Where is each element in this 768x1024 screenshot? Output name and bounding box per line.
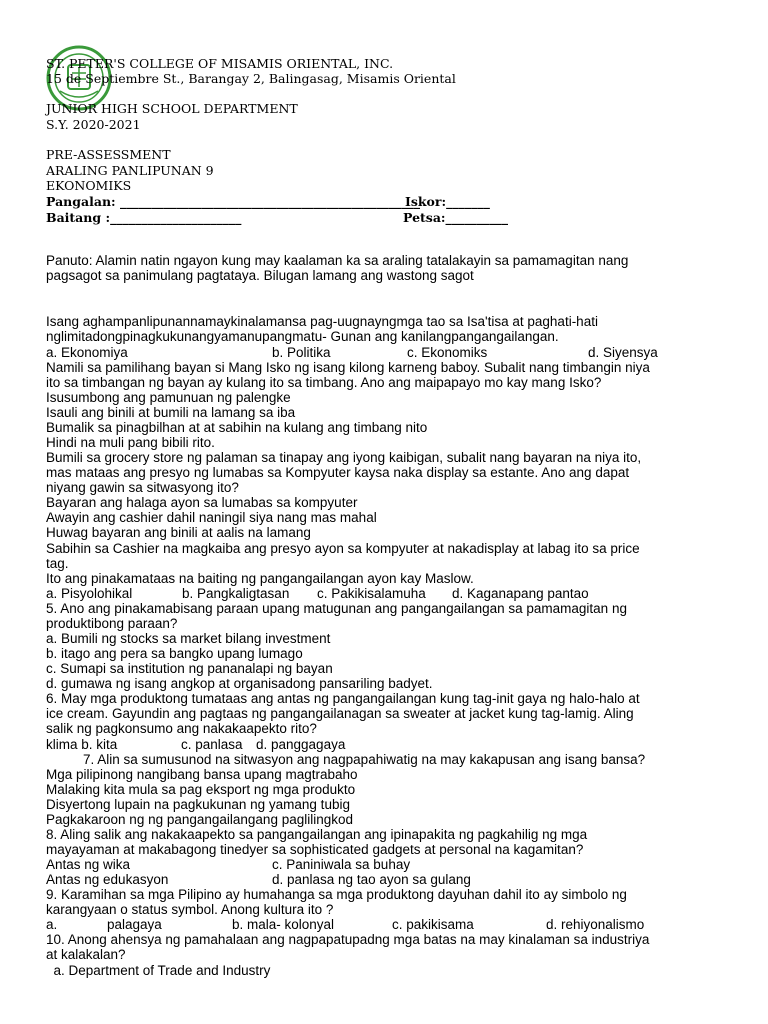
- grade-field[interactable]: Baitang :_____________________: [46, 210, 242, 225]
- q9-option-c[interactable]: c. pakikisama: [392, 917, 474, 932]
- department: JUNIOR HIGH SCHOOL DEPARTMENT: [46, 101, 298, 116]
- question-5-text: produktibong paraan?: [46, 616, 178, 631]
- q9-option-a[interactable]: palagaya: [107, 917, 162, 932]
- q5-option[interactable]: a. Bumili ng stocks sa market bilang investment: [46, 631, 331, 646]
- q3-option-continued: tag.: [46, 556, 69, 571]
- title-subject: ARALING PANLIPUNAN 9: [46, 163, 214, 178]
- q6-option-d[interactable]: d. panggagaya: [256, 737, 346, 752]
- question-9-text: 9. Karamihan sa mga Pilipino ay humahanga sa mga produktong dayuhan dahil ito ay simbolo ng: [46, 887, 627, 902]
- q4-option-a[interactable]: a. Pisyolohikal: [46, 586, 133, 601]
- question-2-text: Namili sa pamilihang bayan si Mang Isko ng isang kilong karneng baboy. Subalit nang timbangin niya: [46, 360, 650, 375]
- q1-option-a[interactable]: a. Ekonomiya: [46, 345, 128, 360]
- q9-option-b[interactable]: b. mala- kolonyal: [232, 917, 335, 932]
- question-7-text: 7. Alin sa sumusunod na sitwasyon ang nagpapahiwatig na may kakapusan ang isang bansa?: [83, 752, 646, 767]
- school-address: 15 de Septiembre St., Barangay 2, Balingasag, Misamis Oriental: [46, 71, 456, 86]
- title-pre-assessment: PRE-ASSESSMENT: [46, 147, 171, 162]
- q8-option-b[interactable]: Antas ng edukasyon: [46, 872, 169, 887]
- q2-option[interactable]: Hindi na muli pang bibili rito.: [46, 435, 215, 450]
- q3-option[interactable]: Huwag bayaran ang binili at aalis na lamang: [46, 525, 311, 540]
- q3-option[interactable]: Awayin ang cashier dahil naningil siya nang mas mahal: [46, 510, 377, 525]
- q5-option[interactable]: b. itago ang pera sa bangko upang lumago: [46, 646, 303, 661]
- question-6-text: 6. May mga produktong tumataas ang antas ng pangangailangan kung tag-init gaya ng halo-halo at: [46, 691, 640, 706]
- q2-option[interactable]: Isusumbong ang pamunuan ng palengke: [46, 390, 291, 405]
- instructions-line: Panuto: Alamin natin ngayon kung may kaalaman ka sa araling tatalakayin sa pamamagitan nang: [46, 253, 629, 268]
- q1-option-d[interactable]: d. Siyensya: [588, 345, 658, 360]
- question-8-text: mayayaman at makabagong tinedyer sa sophisticated gadgets at personal na kagamitan?: [46, 842, 584, 857]
- q9-option-d[interactable]: d. rehiyonalismo: [546, 917, 645, 932]
- q1-option-c[interactable]: c. Ekonomiks: [407, 345, 488, 360]
- question-3-text: niyang gawin sa sitwasyong ito?: [46, 480, 239, 495]
- q4-option-b[interactable]: b. Pangkaligtasan: [182, 586, 290, 601]
- score-field[interactable]: Iskor:_______: [405, 194, 490, 209]
- q7-option[interactable]: Malaking kita mula sa pag eksport ng mga produkto: [46, 782, 356, 797]
- q8-option-a[interactable]: Antas ng wika: [46, 857, 131, 872]
- q1-option-b[interactable]: b. Politika: [272, 345, 331, 360]
- q3-option[interactable]: Sabihin sa Cashier na magkaiba ang presyo ayon sa kompyuter at nakadisplay at labag ito sa price: [46, 541, 640, 556]
- question-9-text: karangyaan o status symbol. Anong kultura ito ?: [46, 902, 334, 917]
- question-1-text: nglimitadongpinagkukunangyamanupangmatu- Gunan ang kanilangpangangailangan.: [46, 329, 559, 344]
- instructions-line: pagsagot sa panimulang pagtataya. Bilugan lamang ang wastong sagot: [46, 268, 474, 283]
- question-10-text: at kalakalan?: [46, 947, 126, 962]
- question-2-text: ito sa timbangan ng bayan ay kulang ito sa timbang. Ano ang maipapayo mo kay mang Isko?: [46, 375, 602, 390]
- question-3-text: mas mataas ang presyo ng lumabas sa Kompyuter kaysa naka display sa estante. Ano ang dapat: [46, 465, 630, 480]
- question-4-text: Ito ang pinakamataas na baiting ng pangangailangan ayon kay Maslow.: [46, 571, 474, 586]
- q6-option-c[interactable]: c. panlasa: [181, 737, 243, 752]
- q2-option[interactable]: Bumalik sa pinagbilhan at at sabihin na kulang ang timbang nito: [46, 420, 428, 435]
- q7-option[interactable]: Disyertong lupain na pagkukunan ng yamang tubig: [46, 797, 350, 812]
- question-6-text: ice cream. Gayundin ang pagtaas ng pangangailanagan sa sweater at jacket kung tag-lamig. Aling: [46, 706, 634, 721]
- question-6-text: salik ng pagkonsumo ang nakakaapekto rito?: [46, 721, 317, 736]
- question-1-text: Isang aghampanlipunannamaykinalamansa pag-uugnayngmga tao sa Isa'tisa at paghati-hati: [46, 314, 598, 329]
- q3-option[interactable]: Bayaran ang halaga ayon sa lumabas sa kompyuter: [46, 495, 358, 510]
- q7-option[interactable]: Mga pilipinong nangibang bansa upang magtrabaho: [46, 767, 358, 782]
- q9-option-a-letter: a.: [46, 917, 58, 932]
- q8-option-d[interactable]: d. panlasa ng tao ayon sa gulang: [272, 872, 471, 887]
- school-name: ST. PETER'S COLLEGE OF MISAMIS ORIENTAL, INC.: [46, 56, 394, 71]
- q4-option-d[interactable]: d. Kaganapang pantao: [452, 586, 589, 601]
- q8-option-c[interactable]: c. Paniniwala sa buhay: [272, 857, 411, 872]
- question-3-text: Bumili sa grocery store ng palaman sa tinapay ang iyong kaibigan, subalit nang bayaran na niya ito,: [46, 450, 642, 465]
- q5-option[interactable]: c. Sumapi sa institution ng pananalapi ng bayan: [46, 661, 333, 676]
- date-field[interactable]: Petsa:__________: [403, 210, 509, 225]
- q4-option-c[interactable]: c. Pakikisalamuha: [317, 586, 426, 601]
- question-5-text: 5. Ano ang pinakamabisang paraan upang matugunan ang pangangailangan sa pamamagitan ng: [46, 601, 627, 616]
- q5-option[interactable]: d. gumawa ng isang angkop at organisadong pansariling badyet.: [46, 676, 433, 691]
- q10-option-a[interactable]: a. Department of Trade and Industry: [46, 963, 271, 978]
- q7-option[interactable]: Pagkakaroon ng ng pangangailangang paglilingkod: [46, 812, 354, 827]
- school-year: S.Y. 2020-2021: [46, 117, 141, 132]
- q6-option-ab[interactable]: klima b. kita: [46, 737, 118, 752]
- question-10-text: 10. Anong ahensya ng pamahalaan ang nagpapatupadng mga batas na may kinalaman sa industriya: [46, 932, 650, 947]
- question-8-text: 8. Aling salik ang nakakaapekto sa pangangailangan ang ipinapakita ng pagkahilig ng mga: [46, 827, 588, 842]
- title-topic: EKONOMIKS: [46, 178, 132, 193]
- name-field[interactable]: Pangalan: ________________________________________________: [46, 194, 420, 209]
- q2-option[interactable]: Isauli ang binili at bumili na lamang sa iba: [46, 405, 296, 420]
